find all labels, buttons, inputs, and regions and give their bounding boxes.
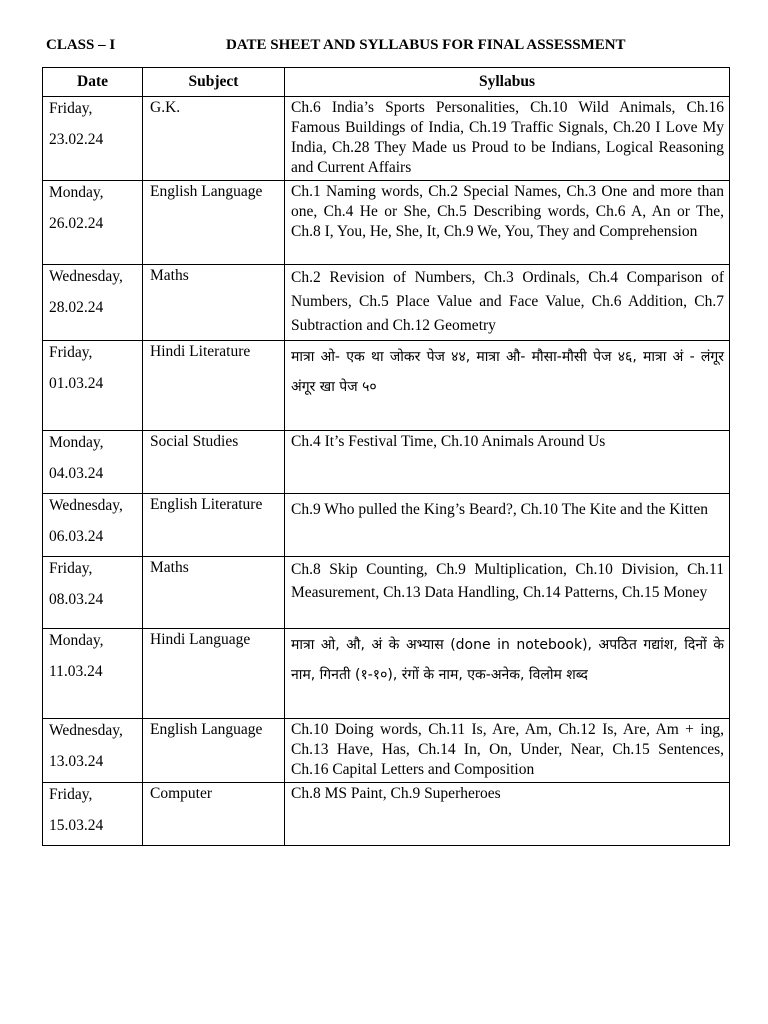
subject-cell: Hindi Language [143, 629, 285, 719]
exam-day: Friday, [49, 344, 93, 361]
date-cell [43, 181, 143, 265]
table-row [43, 97, 730, 181]
table-row [43, 431, 730, 494]
subject-cell: English Literature [143, 494, 285, 557]
date-cell [43, 783, 143, 846]
syllabus-cell: Ch.1 Naming words, Ch.2 Special Names, Ch.3 One and more than one, Ch.4 He or She, Ch.5 Describing words, Ch.6 A, An or The, Ch.8 I, You, He, She, It, Ch.9 We, You, They and Comprehension [285, 181, 730, 265]
subject-cell: Social Studies [143, 431, 285, 494]
exam-date: 04.03.24 [49, 465, 104, 482]
exam-day: Friday, [49, 560, 93, 577]
exam-date: 13.03.24 [49, 753, 104, 770]
date-cell [43, 431, 143, 494]
exam-date: 15.03.24 [49, 817, 104, 834]
exam-day: Friday, [49, 100, 93, 117]
date-cell [43, 719, 143, 783]
subject-cell: English Language [143, 719, 285, 783]
exam-day: Monday, [49, 184, 104, 201]
document-title: DATE SHEET AND SYLLABUS FOR FINAL ASSESSMENT [226, 37, 626, 53]
date-cell [43, 341, 143, 431]
exam-day: Wednesday, [49, 722, 123, 739]
exam-day: Wednesday, [49, 497, 123, 514]
exam-date: 28.02.24 [49, 299, 104, 316]
exam-day: Monday, [49, 434, 104, 451]
table-row [43, 494, 730, 557]
table-row [43, 181, 730, 265]
syllabus-cell: Ch.6 India’s Sports Personalities, Ch.10 Wild Animals, Ch.16 Famous Buildings of India, Ch.19 Traffic Signals, Ch.20 I Love My India, Ch.28 They Made us Proud to be Indians, Logical Reasoning and Current Affairs [285, 97, 730, 181]
date-cell [43, 494, 143, 557]
syllabus-cell: Ch.8 MS Paint, Ch.9 Superheroes [285, 783, 730, 846]
exam-date: 08.03.24 [49, 591, 104, 608]
syllabus-cell: मात्रा ओ, औ, अं के अभ्यास (done in notebook), अपठित गद्यांश, दिनों के नाम, गिनती (१-१०), रंगों के नाम, एक-अनेक, विलोम शब्द [285, 629, 730, 719]
table-row [43, 783, 730, 846]
exam-day: Wednesday, [49, 268, 123, 285]
syllabus-cell: Ch.10 Doing words, Ch.11 Is, Are, Am, Ch.12 Is, Are, Am + ing, Ch.13 Have, Has, Ch.14 In, On, Under, Near, Ch.15 Sentences, Ch.16 Capital Letters and Composition [285, 719, 730, 783]
exam-date: 26.02.24 [49, 215, 104, 232]
date-sheet-table [42, 67, 730, 846]
column-header-subject: Subject [143, 68, 285, 97]
date-cell [43, 629, 143, 719]
exam-date: 23.02.24 [49, 131, 104, 148]
exam-day: Friday, [49, 786, 93, 803]
syllabus-cell: Ch.8 Skip Counting, Ch.9 Multiplication, Ch.10 Division, Ch.11 Measurement, Ch.13 Data Handling, Ch.14 Patterns, Ch.15 Money [285, 557, 730, 629]
subject-cell: Computer [143, 783, 285, 846]
date-cell [43, 97, 143, 181]
table-row [43, 557, 730, 629]
date-cell [43, 557, 143, 629]
exam-date: 01.03.24 [49, 375, 104, 392]
syllabus-cell: Ch.4 It’s Festival Time, Ch.10 Animals Around Us [285, 431, 730, 494]
syllabus-cell: मात्रा ओ- एक था जोकर पेज ४४, मात्रा औ- मौसा-मौसी पेज ४६, मात्रा अं - लंगूर अंगूर खा पेज ५० [285, 341, 730, 431]
table-row [43, 341, 730, 431]
exam-date: 06.03.24 [49, 528, 104, 545]
table-row [43, 719, 730, 783]
column-header-date: Date [43, 68, 143, 97]
class-label: CLASS – I [46, 37, 116, 53]
syllabus-cell: Ch.2 Revision of Numbers, Ch.3 Ordinals, Ch.4 Comparison of Numbers, Ch.5 Place Value and Face Value, Ch.6 Addition, Ch.7 Subtraction and Ch.12 Geometry [285, 265, 730, 341]
subject-cell: Hindi Literature [143, 341, 285, 431]
date-cell [43, 265, 143, 341]
document-header [0, 37, 768, 57]
exam-date: 11.03.24 [49, 663, 103, 680]
subject-cell: Maths [143, 265, 285, 341]
subject-cell: English Language [143, 181, 285, 265]
syllabus-cell: Ch.9 Who pulled the King’s Beard?, Ch.10 The Kite and the Kitten [285, 494, 730, 557]
table-header-row [43, 68, 730, 97]
table-row [43, 265, 730, 341]
subject-cell: Maths [143, 557, 285, 629]
table-row [43, 629, 730, 719]
subject-cell: G.K. [143, 97, 285, 181]
exam-day: Monday, [49, 632, 104, 649]
column-header-syllabus: Syllabus [285, 68, 730, 97]
